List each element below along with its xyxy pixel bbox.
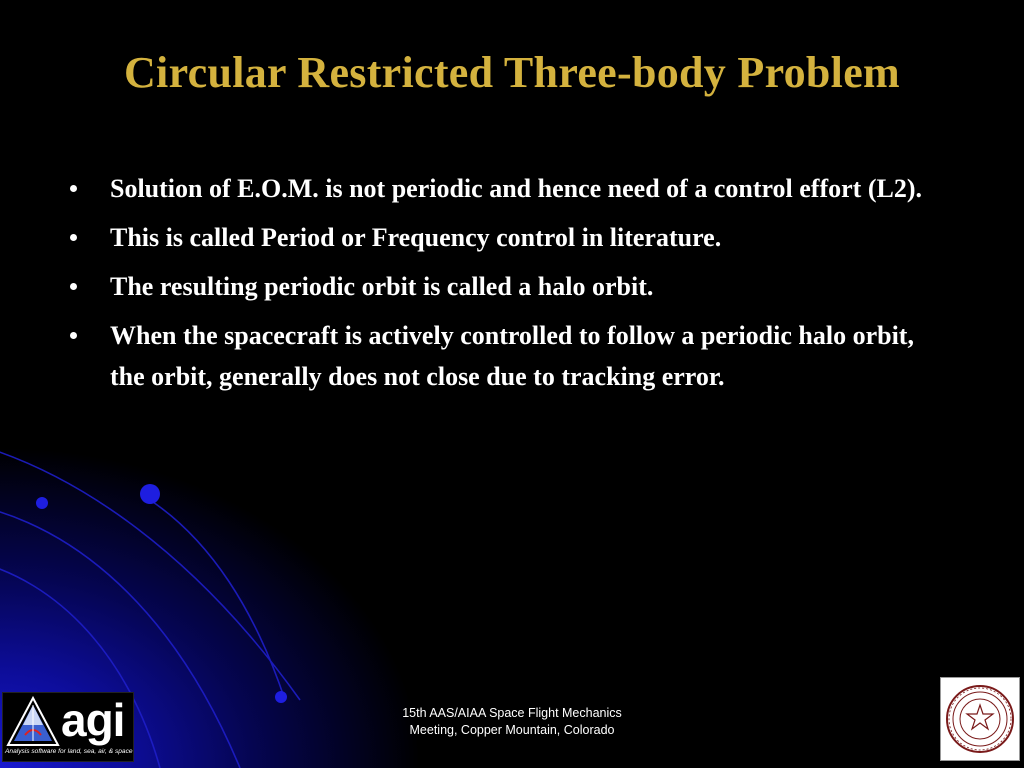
bullet-text: When the spacecraft is actively controlled to follow a periodic halo orbit, the orbit, generally does not close due to tracking error. xyxy=(110,321,914,391)
bullet-text: This is called Period or Frequency control in literature. xyxy=(110,223,722,252)
university-seal-icon xyxy=(940,677,1020,761)
agi-logo xyxy=(2,692,134,762)
bullet-item xyxy=(66,315,946,397)
bullet-text: Solution of E.O.M. is not periodic and hence need of a control effort (L2). xyxy=(110,174,922,203)
bullet-icon xyxy=(70,283,77,290)
bullet-list xyxy=(66,168,946,405)
orbit-dot-bottom xyxy=(275,691,287,703)
bullet-icon xyxy=(70,185,77,192)
bullet-icon xyxy=(70,332,77,339)
orbit-dot-small xyxy=(36,497,48,509)
footer-line-1: 15th AAS/AIAA Space Flight Mechanics xyxy=(402,706,622,720)
slide-title: Circular Restricted Three-body Problem xyxy=(123,48,900,97)
bullet-item xyxy=(66,168,946,209)
agi-tagline: Analysis software for land, sea, air, & space xyxy=(5,748,133,755)
bullet-icon xyxy=(70,234,77,241)
bullet-item xyxy=(66,217,946,258)
footer-line-2: Meeting, Copper Mountain, Colorado xyxy=(409,723,615,737)
seal-graphic xyxy=(941,678,1019,760)
footer-conference-text xyxy=(362,705,662,739)
agi-triangle-icon xyxy=(5,695,61,749)
orbit-dot-large xyxy=(140,484,160,504)
bullet-text: The resulting periodic orbit is called a halo orbit. xyxy=(110,272,654,301)
agi-wordmark: agi xyxy=(61,694,125,746)
bullet-item xyxy=(66,266,946,307)
